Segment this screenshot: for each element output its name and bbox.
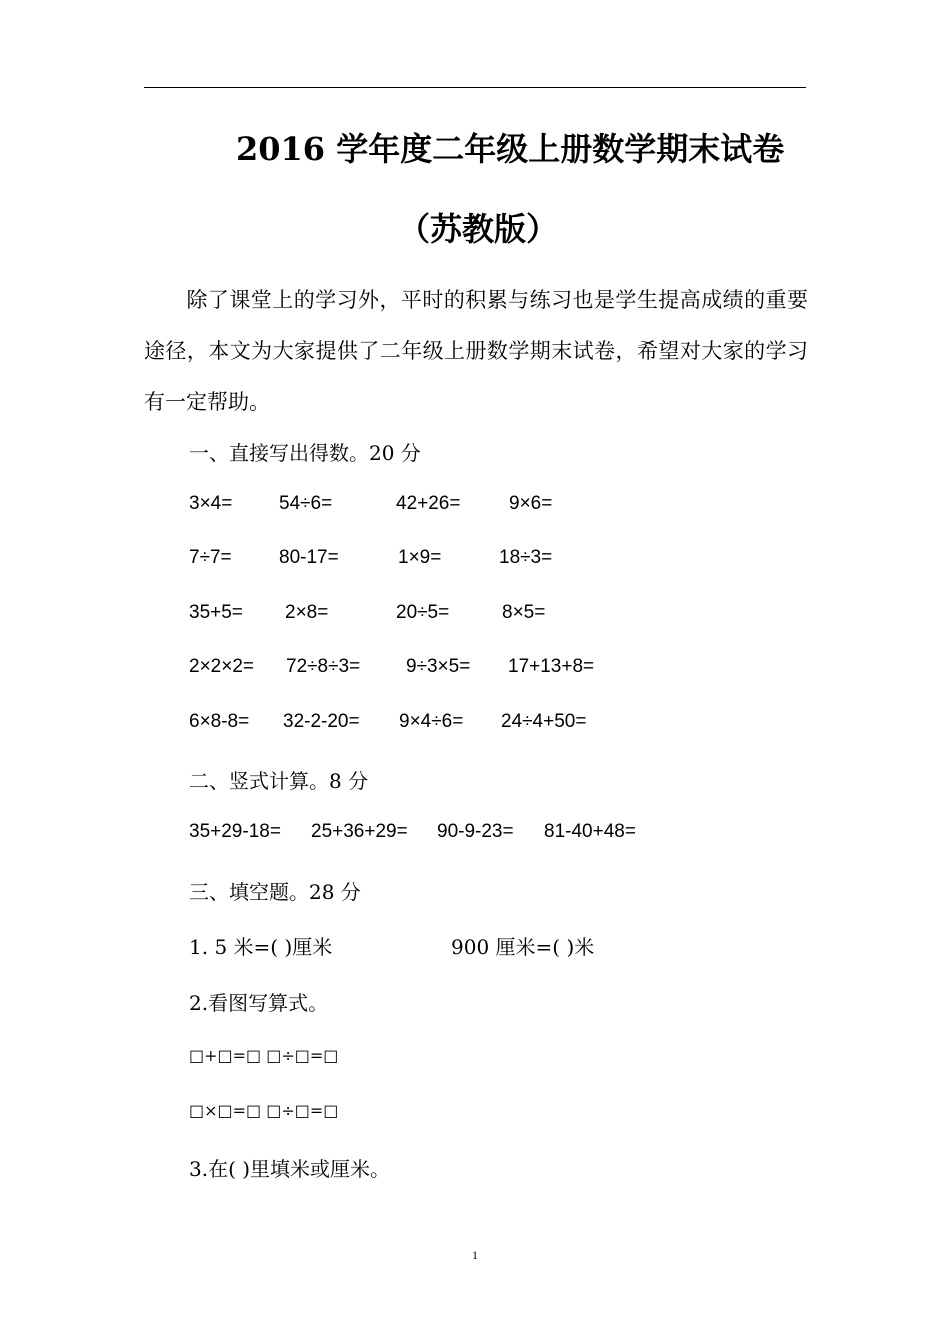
question-1a: 1. 5 米=( )厘米 bbox=[189, 935, 333, 959]
problem: 32-2-20= bbox=[283, 711, 360, 732]
problem: 42+26= bbox=[396, 493, 461, 514]
question-2-row-1: □+□=□ □÷□=□ bbox=[189, 1046, 339, 1065]
problem: 1×9= bbox=[398, 547, 442, 568]
question-3: 3.在( )里填米或厘米。 bbox=[189, 1157, 391, 1181]
problem: 17+13+8= bbox=[508, 656, 595, 677]
problem: 7÷7= bbox=[189, 547, 232, 568]
section3-heading: 三、填空题。28 分 bbox=[189, 880, 361, 904]
problem: 54÷6= bbox=[279, 493, 333, 514]
question-2-row-2: □×□=□ □÷□=□ bbox=[189, 1101, 339, 1120]
problem: 6×8-8= bbox=[189, 711, 250, 732]
problem: 18÷3= bbox=[499, 547, 553, 568]
problem: 25+36+29= bbox=[311, 821, 408, 842]
section1-heading: 一、直接写出得数。20 分 bbox=[189, 441, 421, 465]
page-number: 1 bbox=[472, 1248, 478, 1262]
problem: 20÷5= bbox=[396, 602, 450, 623]
intro-text: 除了课堂上的学习外，平时的积累与练习也是学生提高成绩的重要途径，本文为大家提供了二年级上册数学期末试卷，希望对大家的学习有一定帮助。 bbox=[144, 288, 808, 414]
document-title: 2016 学年度二年级上册数学期末试卷 bbox=[236, 130, 785, 168]
problem: 72÷8÷3= bbox=[286, 656, 361, 677]
problem: 2×8= bbox=[285, 602, 329, 623]
problem: 90-9-23= bbox=[437, 821, 514, 842]
problem: 80-17= bbox=[279, 547, 339, 568]
intro-paragraph bbox=[144, 275, 808, 428]
problem: 35+5= bbox=[189, 602, 243, 623]
problem: 24÷4+50= bbox=[501, 711, 587, 732]
question-1b: 900 厘米=( )米 bbox=[451, 935, 595, 959]
problem: 2×2×2= bbox=[189, 656, 254, 677]
problem: 9×6= bbox=[509, 493, 553, 514]
problem: 35+29-18= bbox=[189, 821, 281, 842]
question-2: 2.看图写算式。 bbox=[189, 991, 329, 1015]
problem: 81-40+48= bbox=[544, 821, 636, 842]
header-rule bbox=[144, 87, 806, 88]
problem: 8×5= bbox=[502, 602, 546, 623]
problem: 3×4= bbox=[189, 493, 233, 514]
problem: 9÷3×5= bbox=[406, 656, 471, 677]
section2-heading: 二、竖式计算。8 分 bbox=[189, 769, 369, 793]
problem: 9×4÷6= bbox=[399, 711, 464, 732]
document-subtitle: （苏教版） bbox=[398, 210, 559, 248]
